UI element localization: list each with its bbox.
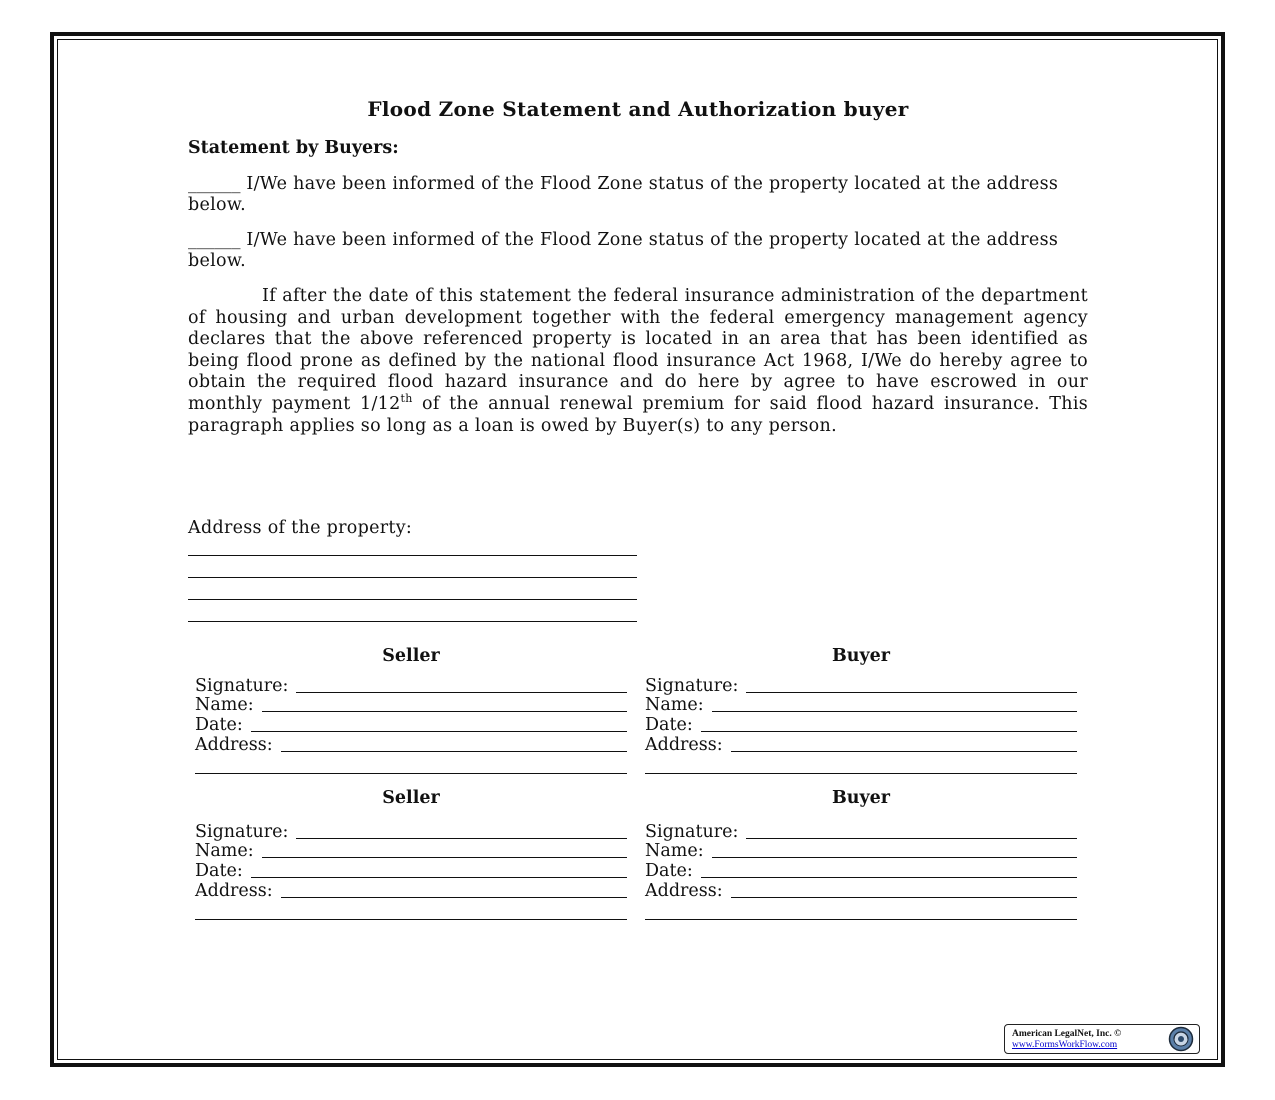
address-field[interactable]: [731, 750, 1077, 752]
signature-field[interactable]: [296, 837, 627, 839]
signature-field[interactable]: [746, 691, 1077, 693]
signature-label: Signature:: [195, 821, 289, 842]
address-label: Address:: [195, 734, 273, 755]
name-field[interactable]: [712, 856, 1077, 858]
date-label: Date:: [645, 715, 693, 736]
address-field[interactable]: [281, 896, 627, 898]
name-field[interactable]: [712, 710, 1077, 712]
publisher-badge: [1004, 1024, 1200, 1054]
authorization-paragraph: [188, 286, 1088, 437]
name-field[interactable]: [262, 856, 627, 858]
name-label: Name:: [645, 841, 704, 862]
seller-heading: Seller: [382, 646, 440, 666]
statement-1: [188, 174, 1088, 216]
publisher-link[interactable]: www.FormsWorkFlow.com: [1012, 1040, 1118, 1050]
statement-1-text: I/We have been informed of the Flood Zone status of the property located at the address below.: [188, 174, 1059, 215]
address-row: [645, 735, 1077, 755]
buyer-signature-block-2: [645, 788, 1077, 920]
date-label: Date:: [195, 861, 243, 882]
signature-row: [195, 676, 627, 696]
buyer-signature-block-1: [645, 646, 1077, 774]
address-field-line-2[interactable]: [195, 772, 627, 774]
date-label: Date:: [195, 715, 243, 736]
date-row: [645, 715, 1077, 735]
globe-logo-icon: [1167, 1026, 1195, 1052]
property-address-label: Address of the property:: [188, 518, 413, 538]
name-label: Name:: [195, 695, 254, 716]
initials-blank-1[interactable]: ______: [188, 174, 241, 194]
date-field[interactable]: [701, 730, 1077, 732]
property-address-line-1[interactable]: [188, 555, 637, 556]
signature-label: Signature:: [645, 821, 739, 842]
seller-signature-block-1: [195, 646, 627, 774]
name-field[interactable]: [262, 710, 627, 712]
date-field[interactable]: [701, 876, 1077, 878]
address-label: Address:: [645, 734, 723, 755]
address-field-line-2[interactable]: [645, 772, 1077, 774]
date-field[interactable]: [251, 730, 627, 732]
statement-2: [188, 230, 1088, 272]
address-field-line-2[interactable]: [195, 918, 627, 920]
statement-2-text: I/We have been informed of the Flood Zone status of the property located at the address below.: [188, 230, 1059, 271]
name-row: [195, 696, 627, 716]
initials-blank-2[interactable]: ______: [188, 230, 241, 250]
signature-label: Signature:: [645, 675, 739, 696]
date-field[interactable]: [251, 876, 627, 878]
property-address-line-2[interactable]: [188, 577, 637, 578]
name-label: Name:: [645, 695, 704, 716]
signature-row: [195, 822, 627, 842]
paragraph-superscript: th: [400, 392, 413, 406]
property-address-line-4[interactable]: [188, 621, 637, 622]
address-field[interactable]: [281, 750, 627, 752]
publisher-name: American LegalNet, Inc. ©: [1012, 1029, 1122, 1039]
date-row: [195, 861, 627, 881]
name-row: [195, 842, 627, 862]
statement-heading: Statement by Buyers:: [188, 138, 399, 158]
address-field-line-2[interactable]: [645, 918, 1077, 920]
seller-signature-block-2: [195, 788, 627, 920]
signature-field[interactable]: [296, 691, 627, 693]
name-label: Name:: [195, 841, 254, 862]
buyer-heading: Buyer: [831, 646, 891, 666]
signature-label: Signature:: [195, 675, 289, 696]
date-row: [195, 715, 627, 735]
document-title: Flood Zone Statement and Authorization buyer: [367, 97, 909, 121]
paragraph-part-1: If after the date of this statement the federal insurance administration of the department of housing and urban development together with the federal emergency management agency declares that the above referenced property is located in an area that has been identified as being flood prone as defined by the national flood insurance Act 1968, I/We do hereby agree to obtain the required flood hazard insurance and do here by agree to have escrowed in our monthly payment 1/12: [188, 286, 1088, 414]
seller-heading: Seller: [382, 788, 440, 808]
date-row: [645, 861, 1077, 881]
signature-row: [645, 676, 1077, 696]
signature-field[interactable]: [746, 837, 1077, 839]
name-row: [645, 842, 1077, 862]
property-address-line-3[interactable]: [188, 599, 637, 600]
address-field[interactable]: [731, 896, 1077, 898]
date-label: Date:: [645, 861, 693, 882]
address-row: [195, 735, 627, 755]
name-row: [645, 696, 1077, 716]
address-row: [195, 881, 627, 901]
paragraph-part-2: of the annual renewal premium for said flood hazard insurance. This paragraph applies so long as a loan is owed by Buyer(s) to any person.: [188, 393, 1088, 436]
signature-row: [645, 822, 1077, 842]
address-label: Address:: [195, 880, 273, 901]
address-row: [645, 881, 1077, 901]
address-label: Address:: [645, 880, 723, 901]
buyer-heading: Buyer: [831, 788, 891, 808]
